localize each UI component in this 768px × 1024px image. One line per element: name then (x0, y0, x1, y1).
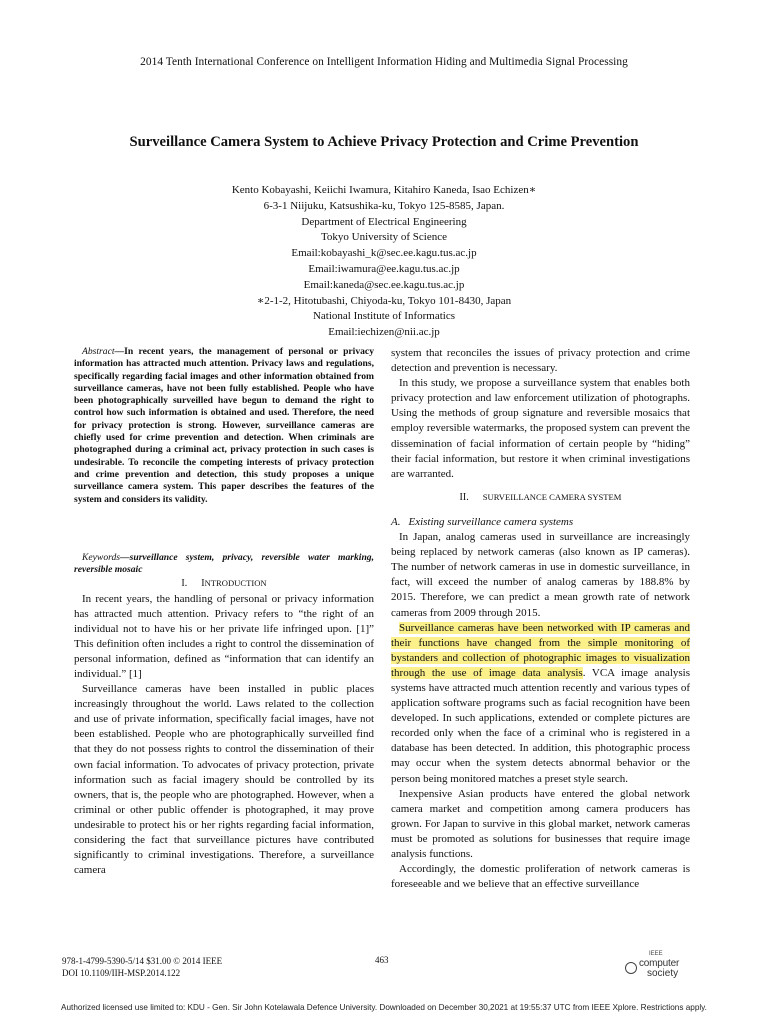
author-names: Kento Kobayashi, Keiichi Iwamura, Kitahiro Kaneda, Isao Echizen∗ (231, 184, 537, 196)
subsection-number: A. (391, 515, 401, 528)
section-number: II. (459, 491, 469, 503)
body-paragraph-proliferation: Accordingly, the domestic proliferation of network cameras is foreseeable and we believe that an effective surveillance (391, 863, 690, 891)
section-number: I. (181, 578, 188, 590)
abstract-text: —In recent years, the management of personal or privacy information has attracted much attention. Privacy laws and regulations, specifically regarding facial images and other information obtained from surveillance cameras, have not been fully established. People who have been photographically surveilled have begun to demand the right to control how such information is obtained and used. Therefore, the need for privacy protection is strong. However, surveillance cameras are chiefly used for crime prevention and detection. When criminals are photographed during a criminal act, privacy protection in such cases is undesirable. To reconcile the competing interests of privacy protection and crime prevention and detection, this study proposes a unique surveillance camera system. This paper describes the features of the system and considers its validity. (74, 346, 374, 505)
body-paragraph-continued: system that reconciles the issues of privacy protection and crime detection and prevention is necessary. (391, 347, 690, 375)
abstract-lead: Abstract (82, 346, 115, 357)
subsection-title: Existing surveillance camera systems (408, 515, 574, 528)
subsection-heading (391, 515, 690, 530)
keywords-text: —surveillance system, privacy, reversible water marking, reversible mosaic (74, 551, 374, 576)
abstract (74, 346, 374, 506)
body-paragraph-proposal: In this study, we propose a surveillance system that enables both privacy protection and law enforcement utilization of photographs. Using the methods of group signature and reversible mosaics that employ reversible watermarks, the proposed system can prevent the dissemination of facial information of certain people by “hiding” their facial information, but restore it when criminal investigations are warranted. (391, 377, 690, 480)
body-paragraph-networked (391, 621, 690, 787)
section-heading-surveillance (391, 490, 690, 505)
section-title-first: I (201, 578, 205, 590)
logo-computer-text: computer (639, 958, 680, 969)
paper-title: Surveillance Camera System to Achieve Privacy Protection and Crime Prevention (129, 134, 639, 150)
right-column (391, 346, 690, 892)
section-heading-introduction (74, 576, 374, 591)
author-affiliation-block (0, 183, 768, 341)
affiliation-institute: National Institute of Informatics (312, 310, 456, 323)
section-title-rest: NTRODUCTION (204, 578, 267, 589)
affiliation-university: Tokyo University of Science (320, 231, 447, 244)
author-email-3: Email:kaneda@sec.ee.kagu.tus.ac.jp (303, 278, 465, 291)
highlighted-text: Surveillance cameras have been networked with IP cameras and their functions have changed from the simple monitoring of bystanders and collection of photographic images to visualization through the use of image data analysis (391, 621, 690, 679)
author-email-1: Email:kobayashi_k@sec.ee.kagu.tus.ac.jp (291, 247, 477, 260)
author-email-2: Email:iwamura@ee.kagu.tus.ac.jp (308, 262, 460, 275)
license-notice: Authorized licensed use limited to: KDU - Gen. Sir John Kotelawala Defence University. Downloaded on December 30,2021 at 19:55:37 UTC from IEEE Xplore. Restrictions apply. (61, 1003, 707, 1012)
logo-ieee-text: IEEE (649, 951, 663, 957)
body-paragraph-analog-cameras: In Japan, analog cameras used in surveillance are increasingly being replaced by network cameras (also known as IP cameras). The number of network cameras in use in domestic surveillance, in fact, will exceed the number of analog cameras by 188.8% by 2015. Therefore, we can predict a mean growth rate of network cameras from 2009 through 2015. (391, 531, 690, 619)
page-number: 463 (375, 955, 389, 965)
ieee-computer-society-logo-icon (625, 951, 695, 981)
body-text: . VCA image analysis systems have attracted much attention recently and various types of application software programs such as facial recognition have been developed. In such applications, extended or complete pictures are recorded only when the face of a criminal who is registered in a database has been detected. In addition, this photographic process may occur when the system detects abnormal behavior or the person being monitored matches a preset style search. (391, 666, 691, 785)
left-column (74, 346, 374, 878)
conference-header: 2014 Tenth International Conference on Intelligent Information Hiding and Multimedia Signal Processing (140, 56, 628, 68)
keywords-lead: Keywords (82, 551, 121, 563)
section-title: SURVEILLANCE CAMERA SYSTEM (482, 491, 622, 502)
logo-circle-icon (625, 962, 637, 974)
affiliation-address-1: 6-3-1 Niijuku, Katsushika-ku, Tokyo 125-8585, Japan. (263, 199, 505, 212)
affiliation-department: Department of Electrical Engineering (301, 215, 467, 228)
footer-isbn: 978-1-4799-5390-5/14 $31.00 © 2014 IEEE (62, 956, 223, 966)
author-email-4: Email:iechizen@nii.ac.jp (328, 326, 440, 339)
intro-paragraph-1: In recent years, the handling of personal or privacy information has attracted much attention. Privacy refers to “the right of an individual not to have his or her private life infringed upon. [1]” This definition often includes a right to control the dissemination of personal information, defined as “information that can identify an individual.” [1] (74, 592, 374, 681)
footer-citation (62, 955, 222, 979)
affiliation-address-2: ∗2-1-2, Hitotubashi, Chiyoda-ku, Tokyo 101-8430, Japan (256, 294, 512, 307)
intro-paragraph-2: Surveillance cameras have been installed in public places increasingly throughout the world. Laws related to the collection and use of private information, specifically facial images, have not been established. People who are photographically surveilled find that they do not possess rights to control the dissemination of their own facial information. To advocates of privacy protection, private information such as facial imagery should be controlled by its owners, that is, the people who are photographed. However, when a criminal or other public offender is photographed, it may prove undesirable to protect his or her rights regarding facial information, considering the fact that surveillance pictures have contributed significantly to criminal investigations. Therefore, a surveillance camera (74, 683, 374, 877)
body-paragraph-market: Inexpensive Asian products have entered the global network camera market and competition among camera producers has grown. For Japan to survive in this global market, network cameras must be promoted as solutions for businesses that require image analysis functions. (391, 787, 690, 860)
footer-doi: DOI 10.1109/IIH-MSP.2014.122 (62, 968, 181, 978)
logo-society-text: society (647, 968, 679, 979)
keywords (74, 552, 374, 577)
